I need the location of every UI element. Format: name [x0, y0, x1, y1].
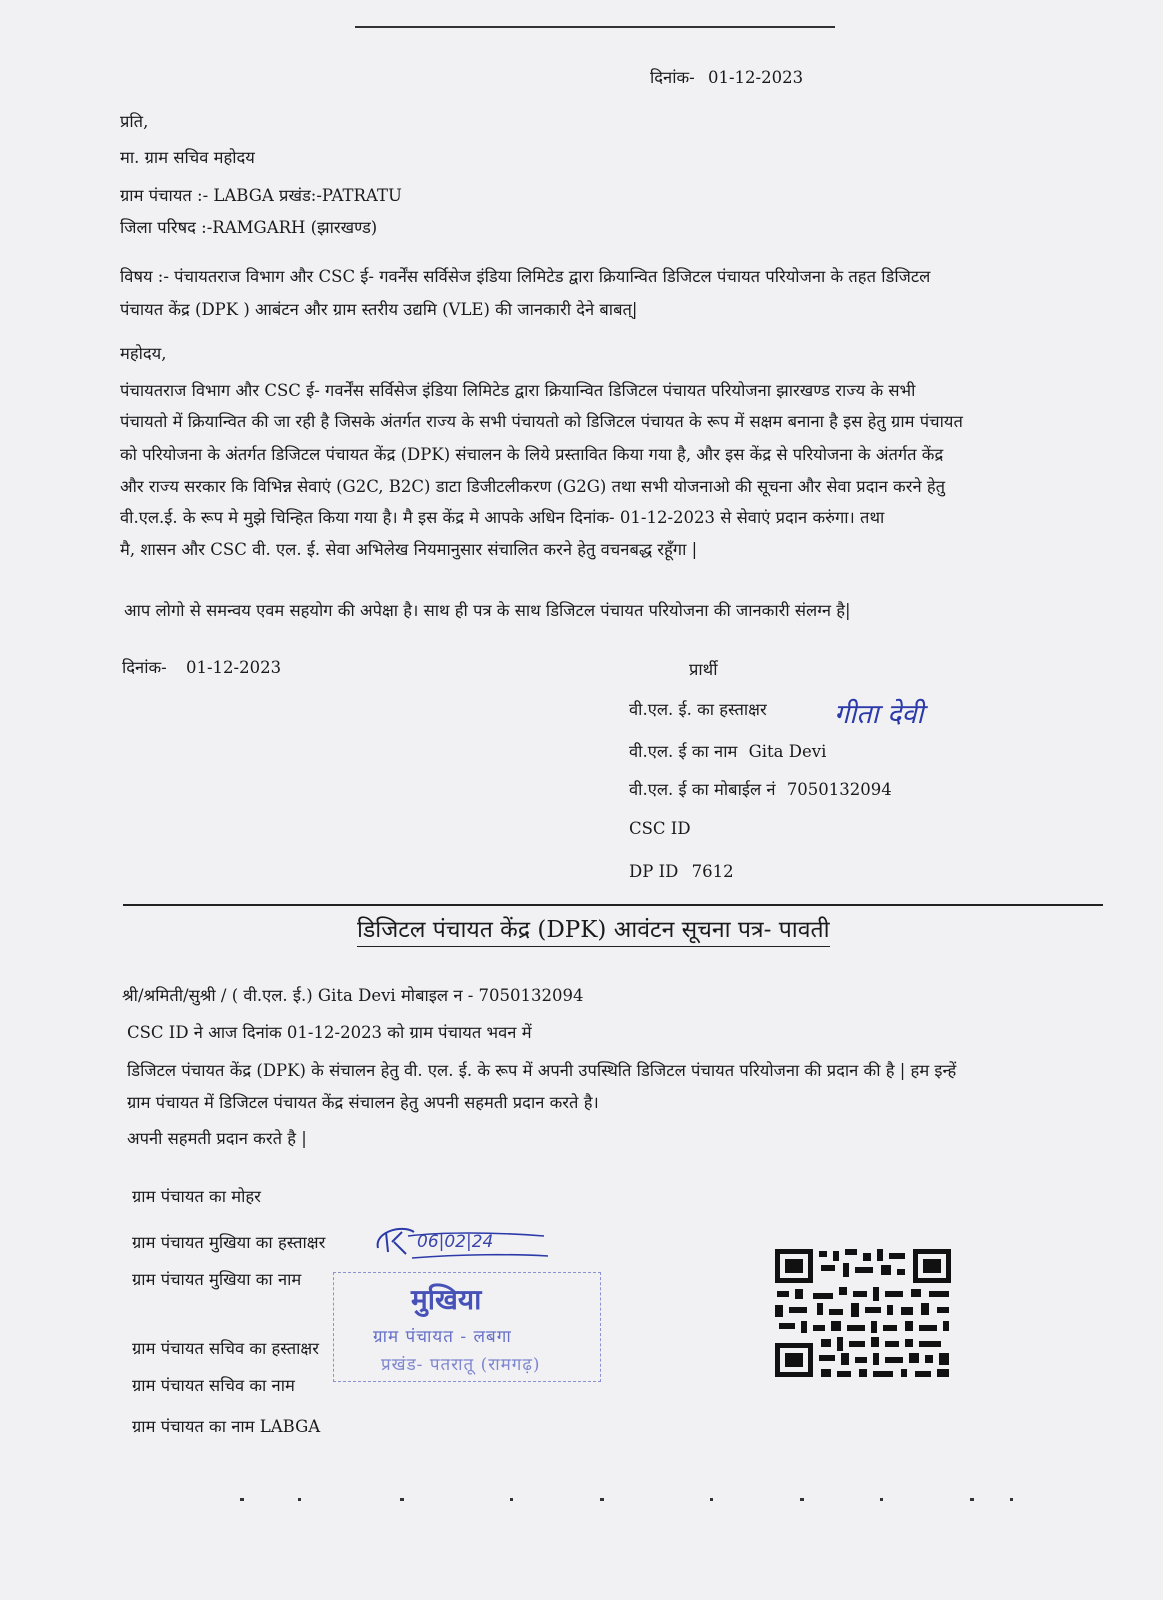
applicant-csc-id: CSC ID: [629, 819, 691, 838]
footer-date-value: 01-12-2023: [185, 658, 282, 677]
cropped-header-line: [355, 8, 835, 28]
section-divider: [123, 904, 1103, 906]
address-panchayat: ग्राम पंचायत :- LABGA प्रखंड:-PATRATU: [120, 186, 402, 205]
header-date-label: दिनांक-: [650, 68, 695, 87]
footer-date-label: दिनांक-: [122, 658, 167, 677]
body-line-1: पंचायतराज विभाग और CSC ई- गवर्नेंस सर्विसेज इंडिया लिमिटेड द्वारा क्रियान्वित डिजिटल पंचायत परियोजना झारखण्ड राज्य के सभी: [120, 381, 916, 400]
salutation: महोदय,: [120, 344, 167, 363]
ack-sachiv-sign-label: ग्राम पंचायत सचिव का हस्ताक्षर: [132, 1339, 319, 1358]
applicant-name-label: वी.एल. ई का नाम: [629, 742, 738, 761]
ack-line-3: डिजिटल पंचायत केंद्र (DPK) के संचालन हेतु वी. एल. ई. के रूप में अपनी उपस्थिति डिजिटल पंचायत परियोजना की प्रदान की है | हम इन्हें: [127, 1061, 957, 1080]
address-district: जिला परिषद :-RAMGARH (झारखण्ड): [120, 218, 378, 237]
body-line-5: वी.एल.ई. के रूप मे मुझे चिन्हित किया गया है। मै इस केंद्र मे आपके अधिन दिनांक- 01-12-2023 से सेवाएं प्रदान करुंगा। तथा: [120, 508, 885, 527]
header-date-value: 01-12-2023: [707, 68, 804, 87]
ack-mukhiya-name-label: ग्राम पंचायत मुखिया का नाम: [132, 1270, 302, 1289]
body-line-4: और राज्य सरकार कि विभिन्न सेवाएं (G2C, B2C) डाटा डिजीटलीकरण (G2G) तथा सभी योजनाओ की सूचना और सेवा प्रदान करने हेतु: [120, 477, 946, 496]
ack-mukhiya-sign-label: ग्राम पंचायत मुखिया का हस्ताक्षर: [132, 1233, 326, 1252]
address-to: प्रति,: [120, 112, 149, 131]
ack-seal-label: ग्राम पंचायत का मोहर: [132, 1187, 261, 1206]
header-date: [650, 68, 803, 88]
ack-line-1: श्री/श्रमिती/सुश्री / ( वी.एल. ई.) Gita Devi मोबाइल न - 7050132094: [122, 986, 584, 1005]
footer-date: [122, 658, 281, 678]
body-line-6: मै, शासन और CSC वी. एल. ई. सेवा अभिलेख नियमानुसार संचालित करने हेतु वचनबद्ध रहूँगा |: [120, 540, 698, 559]
applicant-dp-id-label: DP ID: [629, 862, 679, 881]
address-recipient: मा. ग्राम सचिव महोदय: [120, 148, 255, 167]
applicant-dp-id-value: 7612: [691, 862, 734, 881]
applicant-name-value: Gita Devi: [748, 742, 827, 761]
ack-line-5: अपनी सहमती प्रदान करते है |: [127, 1129, 307, 1148]
applicant-signature-label: वी.एल. ई. का हस्ताक्षर: [629, 700, 767, 719]
mukhiya-signature: [372, 1218, 602, 1278]
stamp-line-2: प्रखंड- पतरातू (रामगढ़): [381, 1355, 541, 1375]
applicant-name: [629, 742, 826, 762]
applicant-mobile: [629, 780, 892, 800]
applicant-title: प्रार्थी: [689, 660, 718, 679]
applicant-mobile-label: वी.एल. ई का मोबाईल नं: [629, 780, 776, 799]
closing-request: आप लोगो से समन्वय एवम सहयोग की अपेक्षा है। साथ ही पत्र के साथ डिजिटल पंचायत परियोजना की जानकारी संलग्न है|: [124, 601, 851, 620]
qr-code: [773, 1247, 953, 1379]
bottom-cropped-line: [240, 1497, 1020, 1503]
stamp-line-1: ग्राम पंचायत - लबगा: [373, 1327, 512, 1347]
subject-line-1: विषय :- पंचायतराज विभाग और CSC ई- गवर्नेंस सर्विसेज इंडिया लिमिटेड द्वारा क्रियान्वित डिजिटल पंचायत परियोजना के तहत डिजिटल: [120, 267, 931, 286]
acknowledgement-title: डिजिटल पंचायत केंद्र (DPK) आवंटन सूचना पत्र- पावती: [357, 912, 830, 947]
ack-sachiv-name-label: ग्राम पंचायत सचिव का नाम: [132, 1376, 295, 1395]
body-line-2: पंचायतो में क्रियान्वित की जा रही है जिसके अंतर्गत राज्य के सभी पंचायतो को डिजिटल पंचायत के रूप में सक्षम बनाना है इस हेतु ग्राम पंचायत: [120, 412, 963, 431]
stamp-title: मुखिया: [411, 1283, 482, 1316]
body-line-3: को परियोजना के अंतर्गत डिजिटल पंचायत केंद्र (DPK) संचालन के लिये प्रस्तावित किया गया है, और इस केंद्र से परियोजना के अंतर्गत केंद्र: [120, 445, 944, 464]
ack-panchayat-name: ग्राम पंचायत का नाम LABGA: [132, 1417, 321, 1436]
applicant-signature-text: गीता देवी: [834, 699, 924, 730]
subject-line-2: पंचायत केंद्र (DPK ) आबंटन और ग्राम स्तरीय उद्यमि (VLE) की जानकारी देने बाबत्|: [120, 300, 638, 319]
applicant-signature: [830, 693, 960, 733]
applicant-dp-id: [629, 862, 734, 882]
qr-code-icon: [773, 1247, 953, 1379]
applicant-mobile-value: 7050132094: [786, 780, 892, 799]
mukhiya-sign-date: 06|02|24: [417, 1232, 494, 1252]
ack-line-4: ग्राम पंचायत में डिजिटल पंचायत केंद्र संचालन हेतु अपनी सहमती प्रदान करते है।: [127, 1093, 599, 1112]
ack-line-2: CSC ID ने आज दिनांक 01-12-2023 को ग्राम पंचायत भवन में: [127, 1023, 532, 1042]
